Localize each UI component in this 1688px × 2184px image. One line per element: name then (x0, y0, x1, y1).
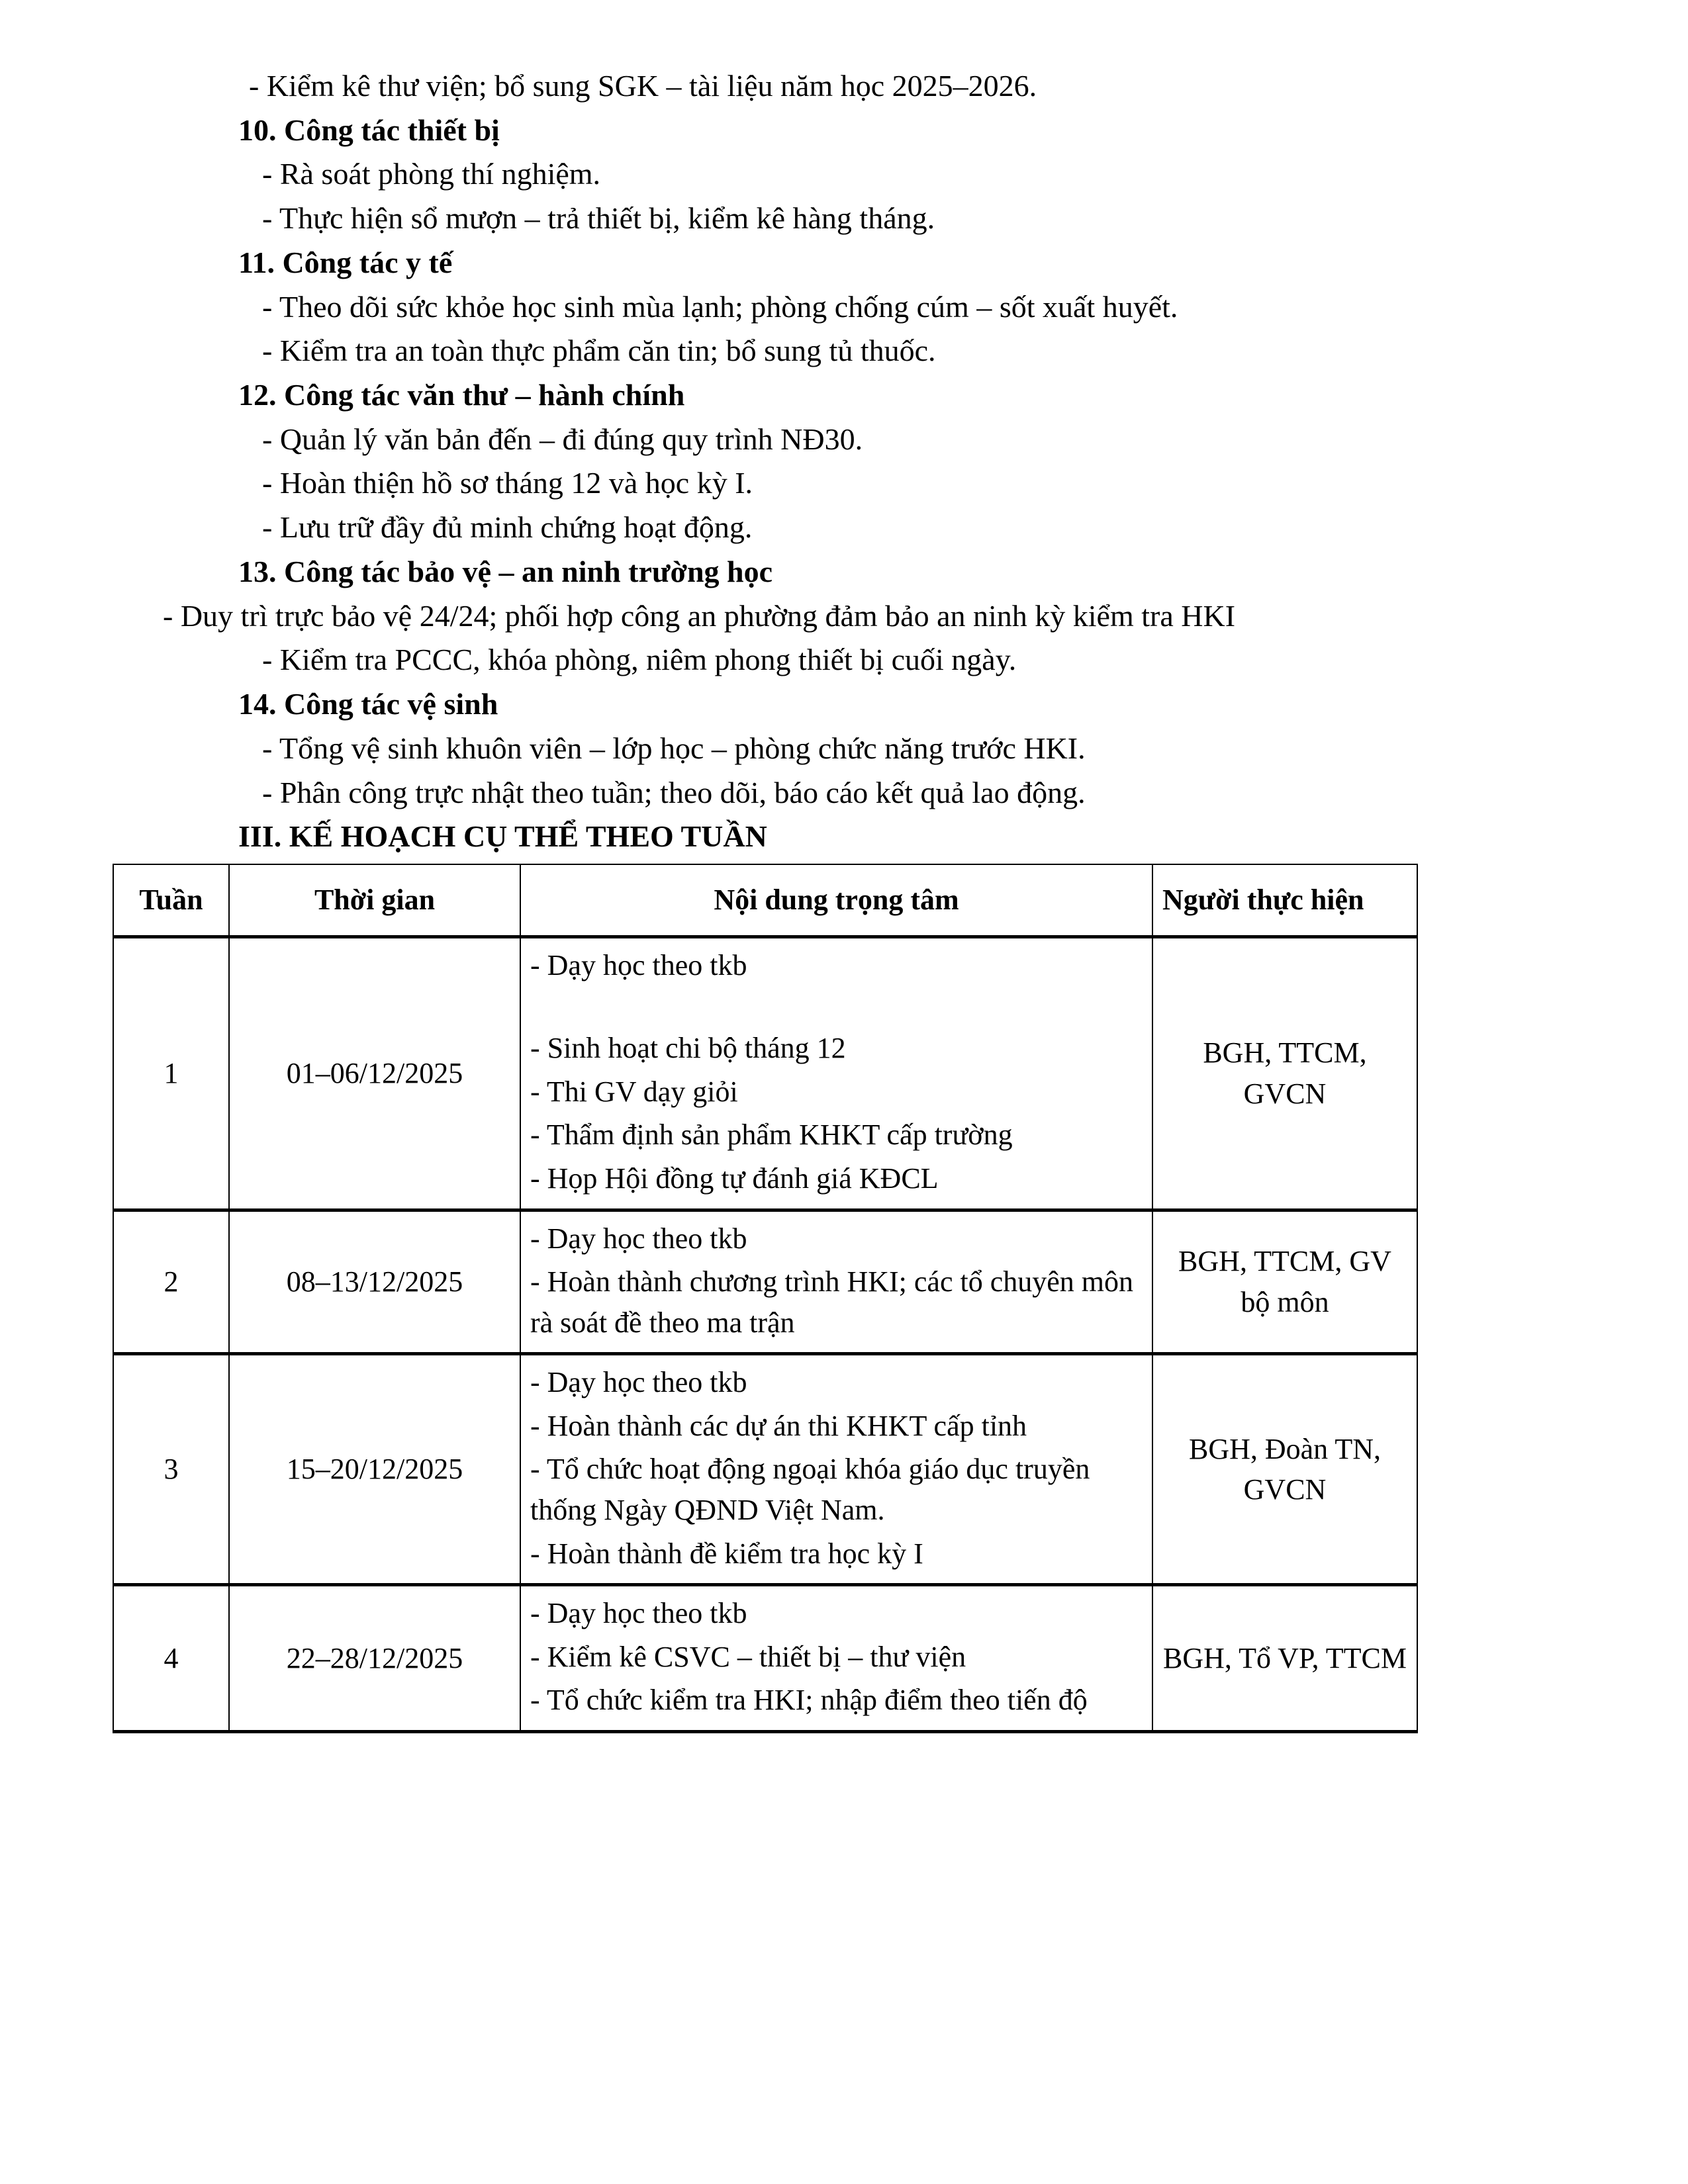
section-10-item-2: - Thực hiện sổ mượn – trả thiết bị, kiểm kê hàng tháng. (262, 201, 935, 236)
table-row (113, 1585, 1417, 1732)
cell-content (520, 936, 1152, 1210)
cell-content (520, 1585, 1152, 1732)
header-person: Người thực hiện (1152, 864, 1417, 936)
header-time: Thời gian (229, 864, 520, 936)
table-header-row (113, 864, 1417, 936)
cell-week: 1 (113, 936, 229, 1210)
content-item: - Sinh hoạt chi bộ tháng 12 (530, 1032, 846, 1065)
cell-person: BGH, Đoàn TN, GVCN (1152, 1354, 1417, 1585)
part-three-heading: III. KẾ HOẠCH CỤ THỂ THEO TUẦN (238, 819, 767, 854)
content-item: - Họp Hội đồng tự đánh giá KĐCL (530, 1161, 939, 1195)
cell-time: 08–13/12/2025 (229, 1210, 520, 1354)
header-content: Nội dung trọng tâm (520, 864, 1152, 936)
weekly-plan-table-wrapper (113, 864, 1417, 1733)
table-row (113, 936, 1417, 1210)
header-week: Tuần (113, 864, 229, 936)
content-item: - Dạy học theo tkb (530, 1222, 747, 1255)
content-item: - Hoàn thành đề kiểm tra học kỳ I (530, 1537, 923, 1570)
cell-person: BGH, TTCM, GV bộ môn (1152, 1210, 1417, 1354)
content-list (530, 1362, 1143, 1574)
cell-person: BGH, Tổ VP, TTCM (1152, 1585, 1417, 1732)
section-heading-11: 11. Công tác y tế (238, 245, 453, 279)
section-heading-14: 14. Công tác vệ sinh (238, 687, 498, 721)
section-heading-13: 13. Công tác bảo vệ – an ninh trường học (238, 554, 773, 588)
cell-time: 01–06/12/2025 (229, 936, 520, 1210)
table-row (113, 1210, 1417, 1354)
content-item: - Thi GV dạy giỏi (530, 1075, 738, 1108)
table-body (113, 936, 1417, 1732)
section-11-item-2: - Kiểm tra an toàn thực phẩm căn tin; bổ sung tủ thuốc. (262, 334, 936, 368)
cell-time: 15–20/12/2025 (229, 1354, 520, 1585)
section-heading-10: 10. Công tác thiết bị (238, 113, 500, 147)
cell-time: 22–28/12/2025 (229, 1585, 520, 1732)
table-head (113, 864, 1417, 936)
table-row (113, 1354, 1417, 1585)
section-11-item-1: - Theo dõi sức khỏe học sinh mùa lạnh; phòng chống cúm – sốt xuất huyết. (262, 289, 1178, 324)
section-12-item-1: - Quản lý văn bản đến – đi đúng quy trình NĐ30. (262, 422, 863, 456)
content-list (530, 1593, 1143, 1721)
section-13-item-1: - Duy trì trực bảo vệ 24/24; phối hợp công an phường đảm bảo an ninh kỳ kiểm tra HKI (163, 598, 1236, 633)
content-item: - Dạy học theo tkb (530, 948, 747, 981)
content-item: - Dạy học theo tkb (530, 1597, 747, 1630)
content-item: - Tổ chức kiểm tra HKI; nhập điểm theo tiến độ (530, 1684, 1088, 1717)
content-list (530, 1218, 1143, 1343)
cell-content (520, 1354, 1152, 1585)
content-item: - Thẩm định sản phẩm KHKT cấp trường (530, 1118, 1013, 1152)
section-14-item-2: - Phân công trực nhật theo tuần; theo dõi, báo cáo kết quả lao động. (262, 775, 1086, 809)
cell-person: BGH, TTCM, GVCN (1152, 936, 1417, 1210)
content-item: - Dạy học theo tkb (530, 1366, 747, 1399)
continuation-line: - Kiểm kê thư viện; bổ sung SGK – tài liệu năm học 2025–2026. (249, 69, 1037, 103)
section-heading-12: 12. Công tác văn thư – hành chính (238, 378, 685, 412)
content-item: - Kiểm kê CSVC – thiết bị – thư viện (530, 1640, 966, 1673)
cell-week: 3 (113, 1354, 229, 1585)
section-12-item-3: - Lưu trữ đầy đủ minh chứng hoạt động. (262, 510, 753, 545)
section-13-item-2: - Kiểm tra PCCC, khóa phòng, niêm phong thiết bị cuối ngày. (262, 643, 1017, 677)
section-12-item-2: - Hoàn thiện hồ sơ tháng 12 và học kỳ I. (262, 466, 753, 500)
cell-week: 2 (113, 1210, 229, 1354)
content-item: - Hoàn thành chương trình HKI; các tổ chuyên môn rà soát đề theo ma trận (530, 1265, 1133, 1339)
content-item: - Tổ chức hoạt động ngoại khóa giáo dục truyền thống Ngày QĐND Việt Nam. (530, 1453, 1090, 1527)
content-list (530, 945, 1143, 1199)
cell-content (520, 1210, 1152, 1354)
cell-week: 4 (113, 1585, 229, 1732)
content-item: - Hoàn thành các dự án thi KHKT cấp tỉnh (530, 1409, 1027, 1442)
weekly-plan-table (113, 864, 1418, 1733)
section-10-item-1: - Rà soát phòng thí nghiệm. (262, 157, 601, 191)
section-14-item-1: - Tổng vệ sinh khuôn viên – lớp học – phòng chức năng trước HKI. (262, 731, 1086, 765)
